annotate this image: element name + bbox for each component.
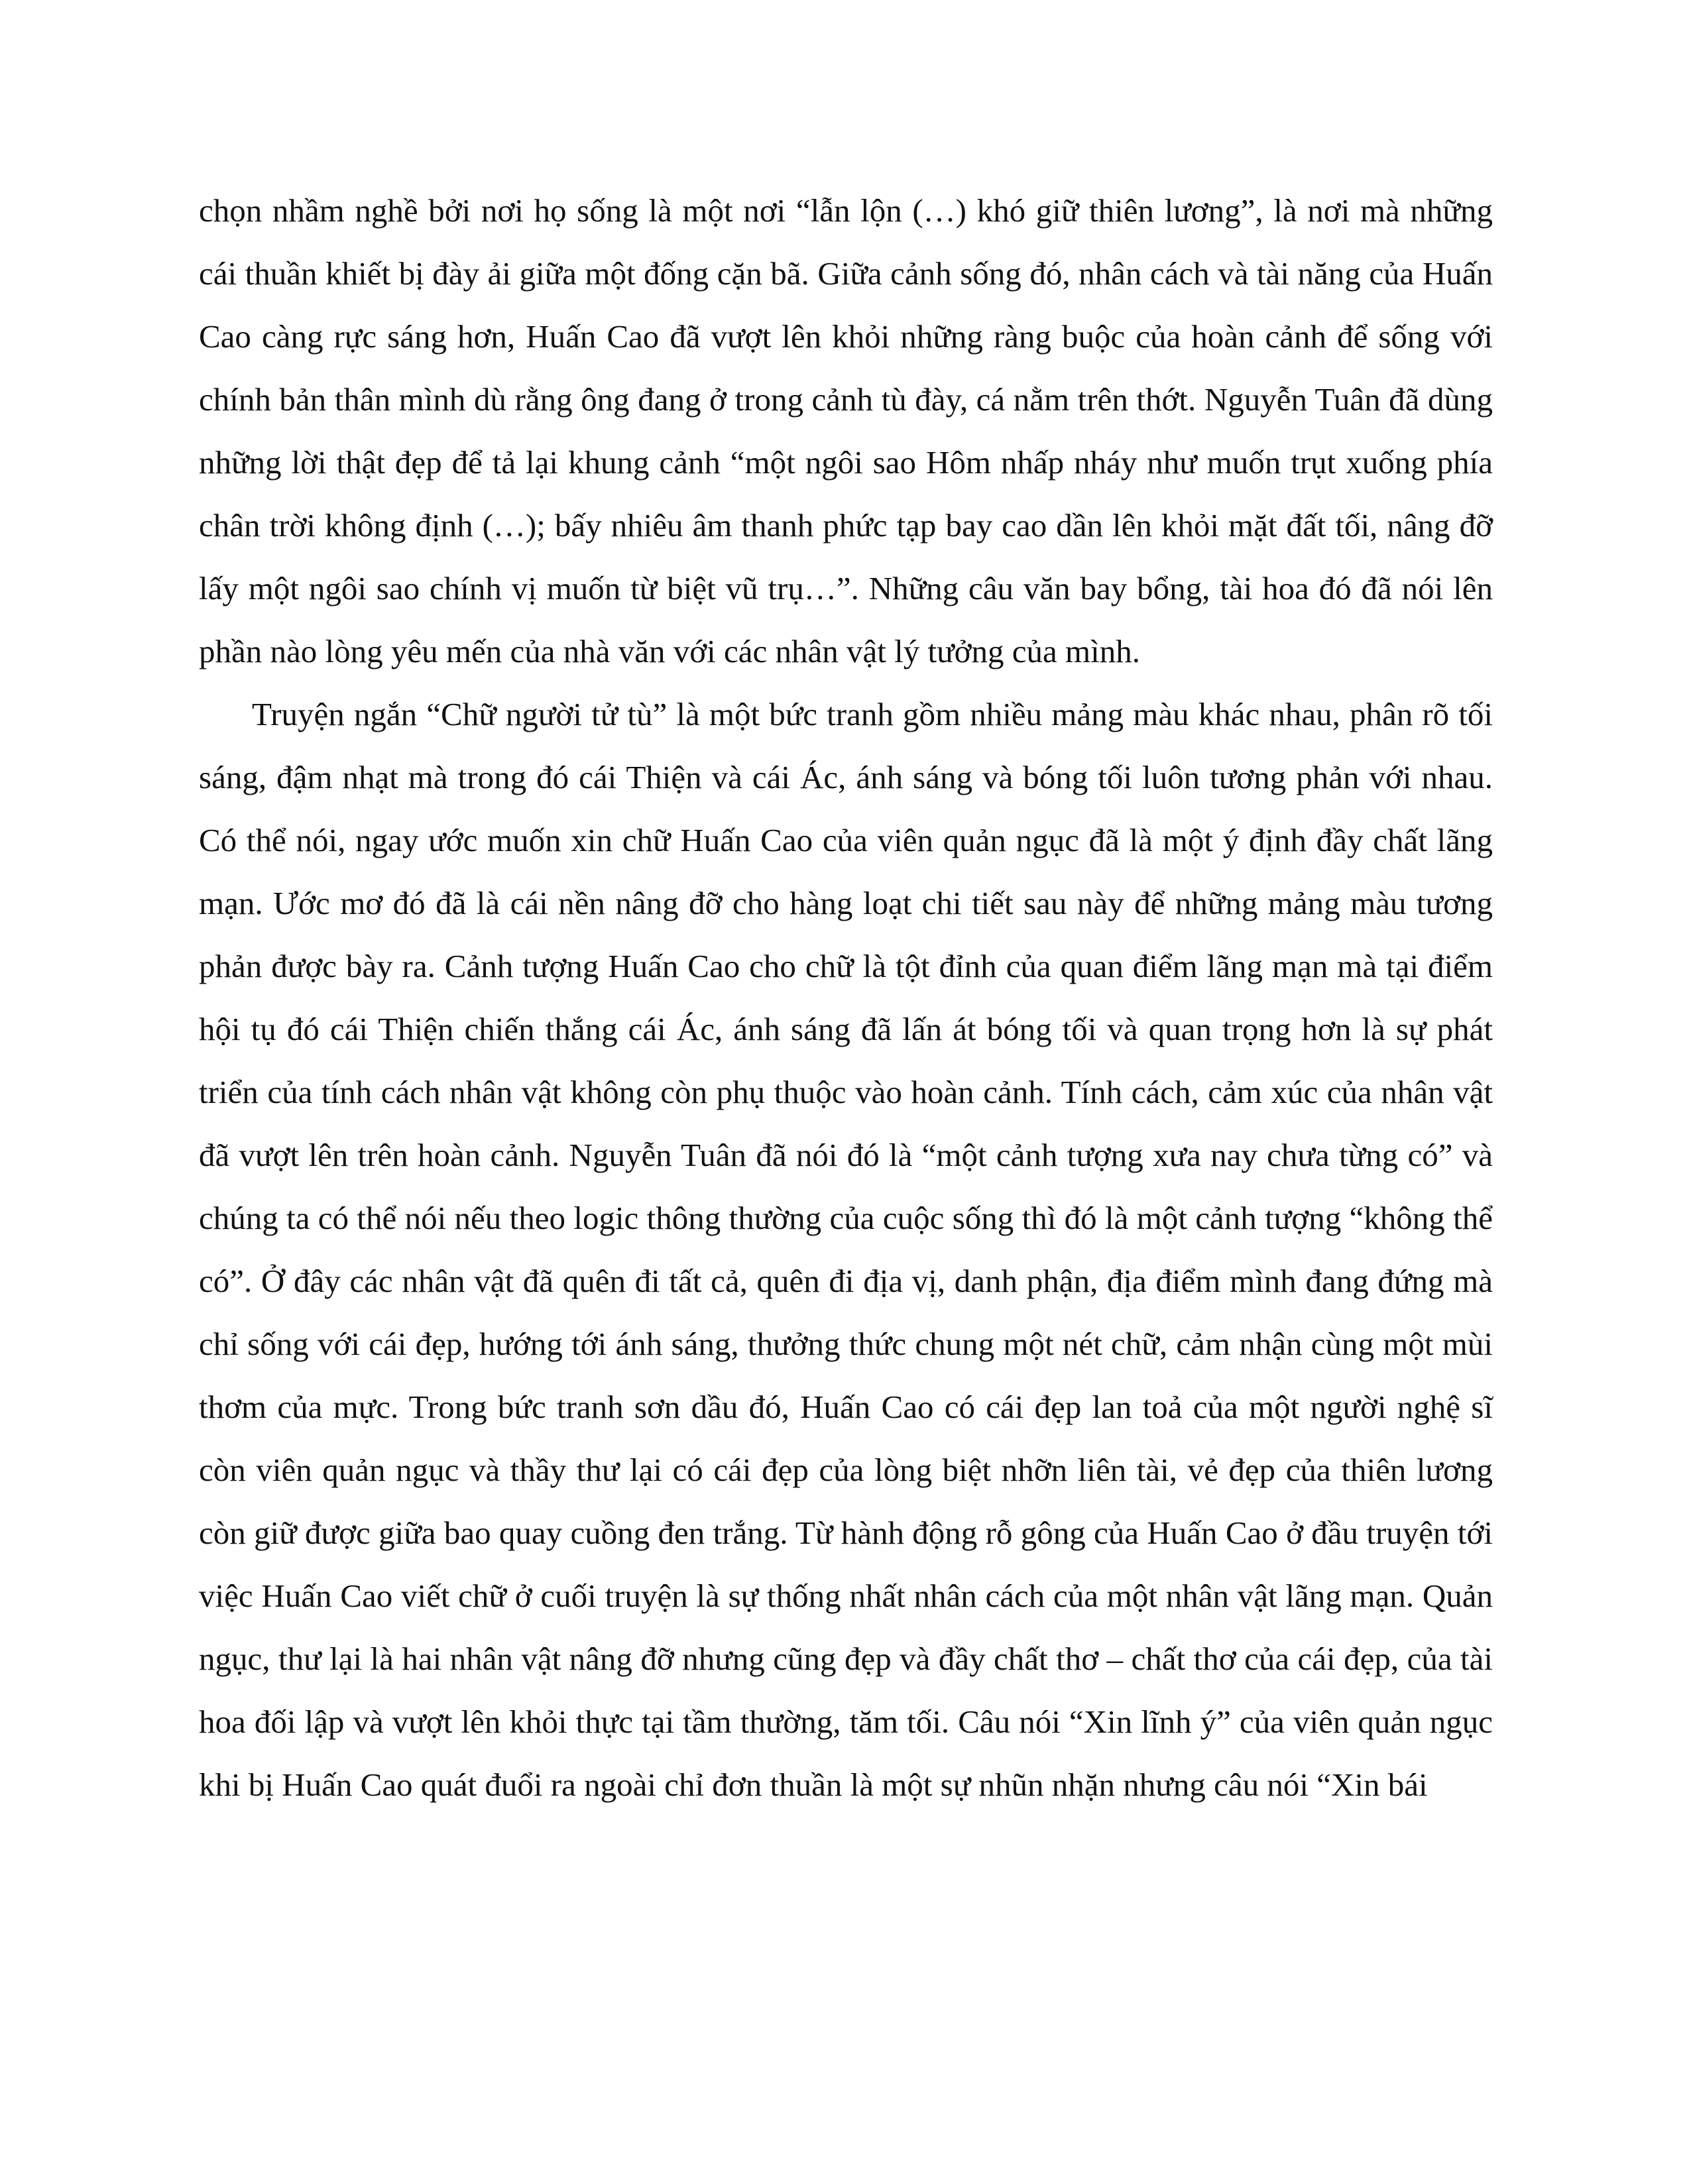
- paragraph-chu-nguoi-tu-tu: Truyện ngắn “Chữ người tử tù” là một bức tranh gồm nhiều mảng màu khác nhau, phân rõ tối sáng, đậm nhạt mà trong đó cái Thiện và cái Ác, ánh sáng và bóng tối luôn tương phản với nhau. Có thể nói, ngay ước muốn xin chữ Huấn Cao của viên quản ngục đã là một ý định đầy chất lãng mạn. Ước mơ đó đã là cái nền nâng đỡ cho hàng loạt chi tiết sau này để những mảng màu tương phản được bày ra. Cảnh tượng Huấn Cao cho chữ là tột đỉnh của quan điểm lãng mạn mà tại điểm hội tụ đó cái Thiện chiến thắng cái Ác, ánh sáng đã lấn át bóng tối và quan trọng hơn là sự phát triển của tính cách nhân vật không còn phụ thuộc vào hoàn cảnh. Tính cách, cảm xúc của nhân vật đã vượt lên trên hoàn cảnh. Nguyễn Tuân đã nói đó là “một cảnh tượng xưa nay chưa từng có” và chúng ta có thể nói nếu theo logic thông thường của cuộc sống thì đó là một cảnh tượng “không thể có”. Ở đây các nhân vật đã quên đi tất cả, quên đi địa vị, danh phận, địa điểm mình đang đứng mà chỉ sống với cái đẹp, hướng tới ánh sáng, thưởng thức chung một nét chữ, cảm nhận cùng một mùi thơm của mực. Trong bức tranh sơn dầu đó, Huấn Cao có cái đẹp lan toả của một người nghệ sĩ còn viên quản ngục và thầy thư lại có cái đẹp của lòng biệt nhỡn liên tài, vẻ đẹp của thiên lương còn giữ được giữa bao quay cuồng đen trắng. Từ hành động rỗ gông của Huấn Cao ở đầu truyện tới việc Huấn Cao viết chữ ở cuối truyện là sự thống nhất nhân cách của một nhân vật lãng mạn. Quản ngục, thư lại là hai nhân vật nâng đỡ nhưng cũng đẹp và đầy chất thơ – chất thơ của cái đẹp, của tài hoa đối lập và vượt lên khỏi thực tại tầm thường, tăm tối. Câu nói “Xin lĩnh ý” của viên quản ngục khi bị Huấn Cao quát đuổi ra ngoài chỉ đơn thuần là một sự nhũn nhặn nhưng câu nói “Xin bái: [199, 696, 1493, 1803]
- body-text: [199, 179, 1493, 1816]
- paragraph-continuation: chọn nhầm nghề bởi nơi họ sống là một nơi “lẫn lộn (…) khó giữ thiên lương”, là nơi mà những cái thuần khiết bị đày ải giữa một đống cặn bã. Giữa cảnh sống đó, nhân cách và tài năng của Huấn Cao càng rực sáng hơn, Huấn Cao đã vượt lên khỏi những ràng buộc của hoàn cảnh để sống với chính bản thân mình dù rằng ông đang ở trong cảnh tù đày, cá nằm trên thớt. Nguyễn Tuân đã dùng những lời thật đẹp để tả lại khung cảnh “một ngôi sao Hôm nhấp nháy như muốn trụt xuống phía chân trời không định (…); bấy nhiêu âm thanh phức tạp bay cao dần lên khỏi mặt đất tối, nâng đỡ lấy một ngôi sao chính vị muốn từ biệt vũ trụ…”. Những câu văn bay bổng, tài hoa đó đã nói lên phần nào lòng yêu mến của nhà văn với các nhân vật lý tưởng của mình.: [199, 192, 1493, 669]
